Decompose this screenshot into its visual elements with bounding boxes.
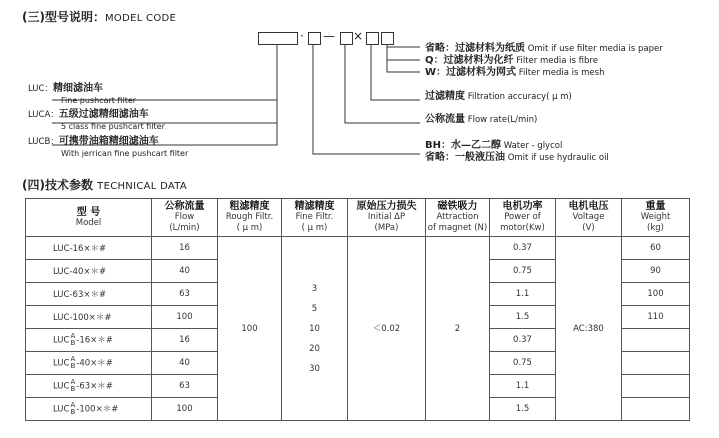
cell-flow: 63 [152,283,218,306]
cell-flow: 63 [152,375,218,398]
cell-weight [622,375,690,398]
model-suffix: ×＊# [83,290,107,300]
code-box-accuracy [366,32,379,45]
cell-flow: 40 [152,352,218,375]
fine-filtration-value: 5 [311,303,318,314]
media-fibre: Q：过滤材料为化纤 Filter media is fibre [425,55,598,66]
model-suffix: ×＊# [83,244,107,254]
lucb-description: LUCB：可携带油箱精细滤油车 With jerrican fine pushcart filter [28,136,189,158]
header-fine-filtration: 精滤精度 Fine Filtr. ( μ m) [282,199,348,237]
model-suffix: ×＊# [83,267,107,277]
fine-filtration-value: 30 [309,363,320,374]
model-code-heading: (三)型号说明：MODEL CODE [22,10,177,24]
class-ab-marker [70,402,75,416]
cell-weight [622,398,690,421]
cell-fine-filtration [282,237,348,421]
class-a: A [70,355,76,363]
cell-weight: 60 [622,237,690,260]
media-mesh: W：过滤材料为网式 Filter media is mesh [425,67,605,78]
cell-model [26,260,152,283]
cell-model [26,375,152,398]
class-b: B [70,385,76,393]
code-dot: · [300,29,304,43]
media-paper: 省略：过滤材料为纸质 Omit if use filter media is paper [425,43,663,54]
fine-filtration-value: 3 [311,283,318,294]
model-number: -100 [76,404,96,415]
model-suffix: ×＊# [88,313,112,323]
model-suffix: ×＊# [95,404,119,415]
cell-weight [622,352,690,375]
code-times: × [353,29,364,43]
code-box-medium [308,32,321,45]
media-notes [425,43,663,79]
cell-model [26,306,152,329]
cell-magnet: 2 [426,237,490,421]
cell-weight [622,329,690,352]
class-a: A [70,378,76,386]
medium-notes [425,140,609,164]
model-prefix: LUC-16 [53,244,84,254]
model-prefix: LUC [53,404,70,415]
technical-data-table [25,198,690,421]
cell-model [26,352,152,375]
cell-power: 0.75 [490,260,556,283]
cell-power: 0.37 [490,237,556,260]
model-prefix: LUC-40 [53,267,84,277]
header-pressure-loss: 原始压力损失 Initial ΔP (MPa) [348,199,426,237]
cell-power: 1.1 [490,283,556,306]
header-rough-filtration: 粗滤精度 Rough Filtr. ( μ m) [218,199,282,237]
flow-rate-note: 公称流量 Flow rate(L/min) [425,114,538,125]
cell-flow: 40 [152,260,218,283]
fine-filtration-value: 10 [309,323,320,334]
table-row [26,237,690,260]
cell-model [26,283,152,306]
model-suffix: ×＊# [90,381,113,392]
luc-description: LUC：精细滤油车 Fine pushcart filter [28,83,137,105]
medium-oil: 省略：一般液压油 Omit if use hydraulic oil [425,152,609,163]
header-magnet: 磁铁吸力 Attraction of magnet (N) [426,199,490,237]
header-flow: 公称流量 Flow (L/min) [152,199,218,237]
cell-power: 1.5 [490,306,556,329]
class-a: A [70,401,76,409]
cell-rough-filtration: 100 [218,237,282,421]
cell-weight: 100 [622,283,690,306]
header-weight: 重量 Weight (kg) [622,199,690,237]
class-ab-marker [70,356,75,370]
header-model: 型 号 Model [26,199,152,237]
cell-weight: 110 [622,306,690,329]
header-voltage: 电机电压 Voltage (V) [556,199,622,237]
cell-flow: 16 [152,237,218,260]
cell-model [26,398,152,421]
class-b: B [70,408,76,416]
luca-description: LUCA：五级过滤精细滤油车 5 class fine pushcart filter [28,109,165,131]
model-prefix: LUC [53,358,70,369]
code-box-flow [340,32,353,45]
model-number: -16 [76,335,91,346]
cell-power: 1.1 [490,375,556,398]
technical-data-heading: (四)技术参数 TECHNICAL DATA [22,178,188,192]
fine-filtration-value: 20 [309,343,320,354]
cell-voltage: AC:380 [556,237,622,421]
class-b: B [70,339,76,347]
cell-pressure-loss: ＜0.02 [348,237,426,421]
cell-model [26,237,152,260]
model-number: -63 [76,381,91,392]
cell-flow: 100 [152,398,218,421]
model-prefix: LUC [53,335,70,346]
header-power: 电机功率 Power of motor(Kw) [490,199,556,237]
table-header-row [26,199,690,237]
model-suffix: ×＊# [90,335,113,346]
medium-glycol: BH：水—乙二醇 Water - glycol [425,140,563,151]
cell-weight: 90 [622,260,690,283]
cell-power: 1.5 [490,398,556,421]
code-box-series [258,32,298,45]
model-prefix: LUC [53,381,70,392]
cell-power: 0.37 [490,329,556,352]
class-b: B [70,362,76,370]
accuracy-note: 过滤精度 Filtration accuracy( μ m) [425,91,572,102]
class-ab-marker [70,379,75,393]
class-a: A [70,332,76,340]
model-prefix: LUC-63 [53,290,84,300]
cell-flow: 16 [152,329,218,352]
code-box-material [381,32,394,45]
cell-flow: 100 [152,306,218,329]
model-number: -40 [76,358,91,369]
cell-power: 0.75 [490,352,556,375]
model-suffix: ×＊# [90,358,113,369]
cell-model [26,329,152,352]
class-ab-marker [70,333,75,347]
model-prefix: LUC-100 [53,313,89,323]
code-dash: — [323,29,335,43]
